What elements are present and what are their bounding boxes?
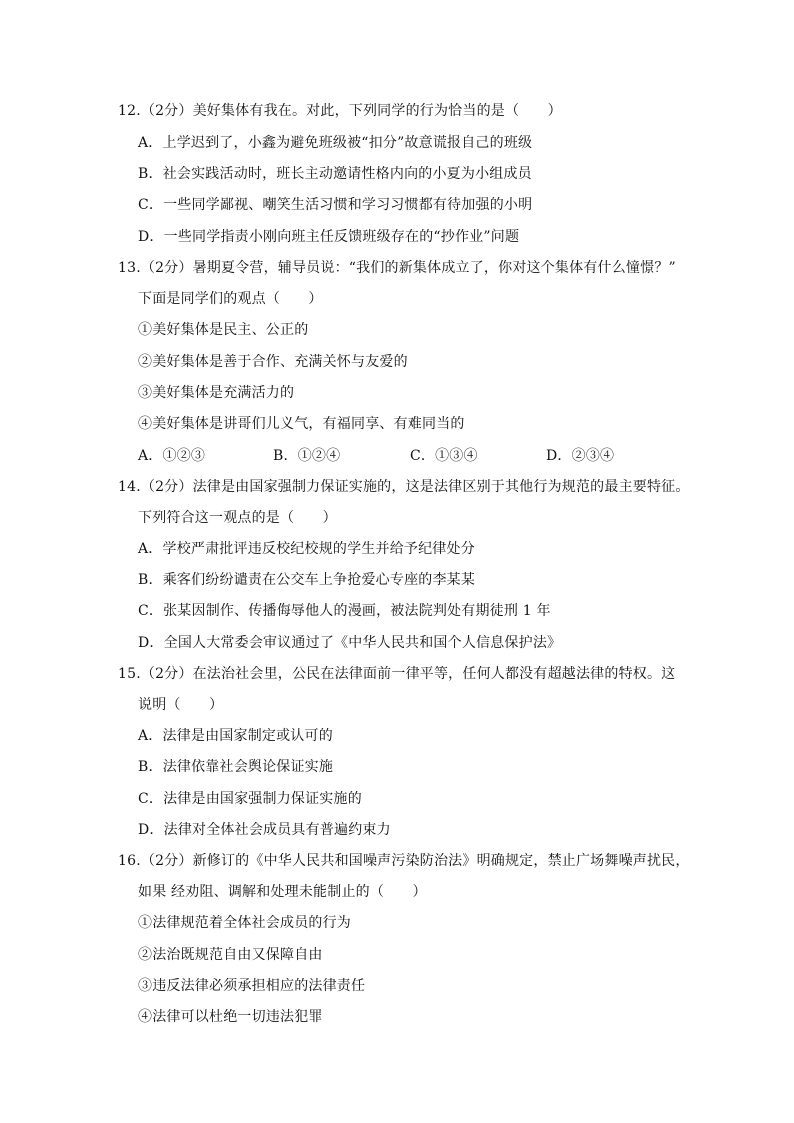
question-12-option-b: B．社会实践活动时，班长主动邀请性格内向的小夏为小组成员: [138, 166, 532, 182]
question-16-statement-2: ②法治既规范自由又保障自由: [138, 947, 323, 963]
question-13-choice-d: D．②③④: [546, 448, 615, 464]
question-13-stem-cont: 下面是同学们的观点（ ）: [138, 291, 323, 307]
question-12-stem: 12.（2分）美好集体有我在。对此，下列同学的行为恰当的是（ ）: [118, 103, 562, 119]
question-15-stem: 15.（2分）在法治社会里，公民在法律面前一律平等，任何人都没有超越法律的特权。这: [118, 666, 676, 682]
question-13-choice-b: B．①②④: [273, 448, 341, 464]
question-15-stem-cont: 说明（ ）: [138, 697, 224, 713]
question-13-choice-a: A．①②③: [138, 448, 206, 464]
question-16-statement-1: ①法律规范着全体社会成员的行为: [138, 915, 351, 931]
question-14-option-d: D．全国人大常委会审议通过了《中华人民共和国个人信息保护法》: [138, 635, 562, 651]
question-16-statement-3: ③违反法律必须承担相应的法律责任: [138, 978, 366, 994]
question-12-option-c: C．一些同学鄙视、嘲笑生活习惯和学习习惯都有待加强的小明: [138, 197, 533, 213]
question-12-option-d: D．一些同学指责小刚向班主任反馈班级存在的“抄作业”问题: [138, 229, 520, 245]
question-16-stem: 16.（2分）新修订的《中华人民共和国噪声污染防治法》明确规定，禁止广场舞噪声扰民，: [118, 853, 690, 869]
question-13-statement-1: ①美好集体是民主、公正的: [138, 322, 309, 338]
question-14-option-c: C．张某因制作、传播侮辱他人的漫画，被法院判处有期徒刑 1 年: [138, 603, 551, 619]
question-13-stem: 13.（2分）暑期夏令营，辅导员说：“我们的新集体成立了，你对这个集体有什么憧憬？”: [118, 260, 676, 276]
question-16-statement-4: ④法律可以杜绝一切违法犯罪: [138, 1009, 323, 1025]
question-15-option-b: B．法律依靠社会舆论保证实施: [138, 759, 334, 775]
question-12-option-a: A．上学迟到了，小鑫为避免班级被“扣分”故意谎报自己的班级: [138, 135, 533, 151]
question-13-statement-3: ③美好集体是充满活力的: [138, 385, 295, 401]
question-16-stem-cont: 如果 经劝阻、调解和处理未能制止的（ ）: [138, 884, 427, 900]
question-14-stem-cont: 下列符合这一观点的是（ ）: [138, 510, 337, 526]
question-15-option-d: D．法律对全体社会成员具有普遍约束力: [138, 822, 391, 838]
question-15-option-a: A．法律是由国家制定或认可的: [138, 728, 333, 744]
question-15-option-c: C．法律是由国家强制力保证实施的: [138, 791, 362, 807]
question-13-choice-c: C．①③④: [410, 448, 478, 464]
question-13-statement-2: ②美好集体是善于合作、充满关怀与友爱的: [138, 354, 408, 370]
question-13-statement-4: ④美好集体是讲哥们儿义气，有福同享、有难同当的: [138, 416, 465, 432]
question-14-option-b: B．乘客们纷纷谴责在公交车上争抢爱心专座的李某某: [138, 572, 476, 588]
question-14-stem: 14.（2分）法律是由国家强制力保证实施的，这是法律区别于其他行为规范的最主要特征。: [118, 479, 690, 495]
question-14-option-a: A．学校严肃批评违反校纪校规的学生并给予纪律处分: [138, 541, 475, 557]
